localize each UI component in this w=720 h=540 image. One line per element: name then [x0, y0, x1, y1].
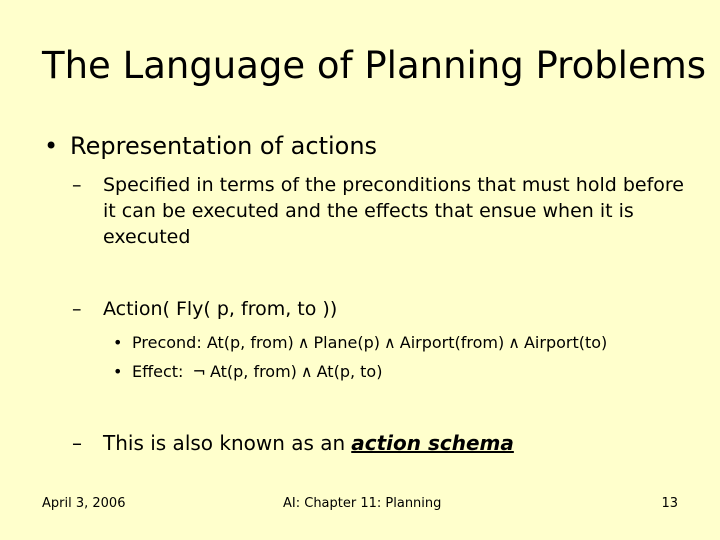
- bullet-dot: •: [113, 333, 123, 352]
- footer-date: April 3, 2006: [42, 496, 126, 511]
- action-schema-emphasis: action schema: [351, 431, 514, 455]
- precond-label: Precond:: [132, 333, 202, 352]
- effect-item: [113, 362, 382, 381]
- and-symbol: ∧: [384, 333, 396, 352]
- page-number: 13: [661, 496, 678, 511]
- not-symbol: ¬: [192, 362, 206, 381]
- bullet-dot: •: [44, 132, 59, 160]
- precond-item: [113, 333, 607, 352]
- dash-marker: –: [72, 298, 82, 320]
- effect-term: At(p, to): [316, 362, 383, 381]
- dash-marker: –: [72, 174, 82, 196]
- footer-title: AI: Chapter 11: Planning: [283, 496, 442, 511]
- effect-label: Effect:: [132, 362, 184, 381]
- bullet-dot: •: [113, 362, 123, 381]
- precond-term: Airport(from): [399, 333, 505, 352]
- and-symbol: ∧: [300, 362, 313, 381]
- and-symbol: ∧: [297, 333, 310, 352]
- precond-term: At(p, from): [206, 333, 294, 352]
- effect-term: At(p, from): [209, 362, 297, 381]
- bullet-representation: [44, 132, 377, 160]
- sub-bullet-text: Specified in terms of the preconditions that must hold before it can be executed and the effects that ensue when it is executed: [103, 174, 684, 248]
- slide-title: The Language of Planning Problems: [42, 44, 707, 87]
- bullet-text: Representation of actions: [70, 132, 378, 160]
- sub-bullet-action: [72, 296, 337, 322]
- precond-term: Airport(to): [523, 333, 608, 352]
- sub-bullet-text: Action( Fly( p, from, to )): [103, 298, 338, 320]
- precond-term: Plane(p): [313, 333, 381, 352]
- sub-bullet-text: This is also known as an: [103, 431, 346, 455]
- sub-bullet-schema: [72, 430, 514, 456]
- and-symbol: ∧: [508, 333, 520, 352]
- sub-bullet-specified: [72, 172, 692, 250]
- dash-marker: –: [72, 431, 82, 455]
